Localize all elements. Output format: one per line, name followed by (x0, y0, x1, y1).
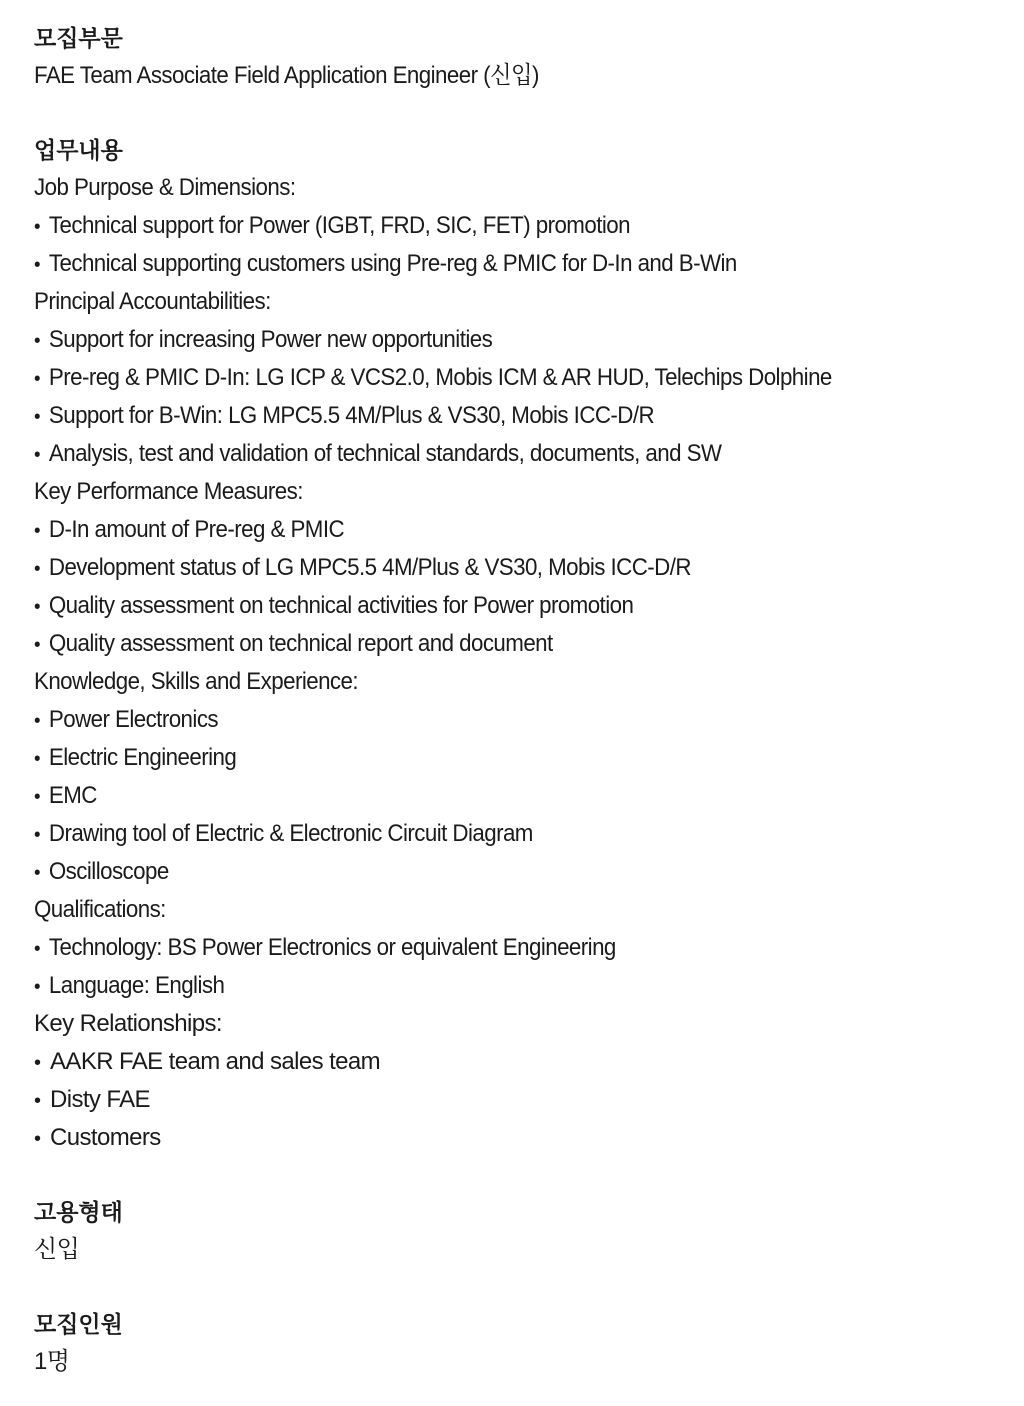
spacer (34, 1157, 1024, 1193)
list-item: • Analysis, test and validation of technical standards, documents, and SW (34, 435, 955, 473)
list-item: • D-In amount of Pre-reg & PMIC (34, 511, 955, 549)
list-item: • Technology: BS Power Electronics or equivalent Engineering (34, 929, 955, 967)
employment-type-heading: 고용형태 (34, 1199, 123, 1225)
list-item: • Disty FAE (34, 1081, 1024, 1119)
position-value: FAE Team Associate Field Application Engineer (신입) (34, 62, 539, 89)
list-item: • Power Electronics (34, 701, 955, 739)
list-item: • Development status of LG MPC5.5 4M/Plus & VS30, Mobis ICC-D/R (34, 549, 955, 587)
list-item: • Quality assessment on technical report and document (34, 625, 955, 663)
list-item: • EMC (34, 777, 955, 815)
list-item: • Drawing tool of Electric & Electronic Circuit Diagram (34, 815, 955, 853)
principal-accountabilities-title: Principal Accountabilities: (34, 288, 271, 315)
job-purpose-title: Job Purpose & Dimensions: (34, 174, 296, 201)
list-item: • Support for increasing Power new opportunities (34, 321, 955, 359)
list-item: • Quality assessment on technical activities for Power promotion (34, 587, 955, 625)
list-item: • Support for B-Win: LG MPC5.5 4M/Plus & VS30, Mobis ICC-D/R (34, 397, 955, 435)
spacer (34, 1269, 1024, 1305)
duties-heading: 업무내용 (34, 137, 123, 163)
list-item: • Pre-reg & PMIC D-In: LG ICP & VCS2.0, Mobis ICM & AR HUD, Telechips Dolphine (34, 359, 955, 397)
spacer (34, 95, 1024, 131)
headcount-value: 1명 (34, 1348, 70, 1375)
key-relationships-title: Key Relationships: (34, 1010, 222, 1037)
qualifications-title: Qualifications: (34, 896, 166, 923)
list-item: • Technical supporting customers using Pre-reg & PMIC for D-In and B-Win (34, 245, 955, 283)
list-item: • AAKR FAE team and sales team (34, 1043, 1024, 1081)
list-item: • Customers (34, 1119, 1024, 1157)
list-item: • Language: English (34, 967, 955, 1005)
list-item: • Technical support for Power (IGBT, FRD, SIC, FET) promotion (34, 207, 955, 245)
list-item: • Electric Engineering (34, 739, 955, 777)
knowledge-skills-title: Knowledge, Skills and Experience: (34, 668, 359, 695)
headcount-heading: 모집인원 (34, 1311, 123, 1337)
position-heading: 모집부문 (34, 25, 123, 51)
key-performance-measures-title: Key Performance Measures: (34, 478, 303, 505)
employment-type-value: 신입 (34, 1236, 80, 1263)
list-item: • Oscilloscope (34, 853, 955, 891)
